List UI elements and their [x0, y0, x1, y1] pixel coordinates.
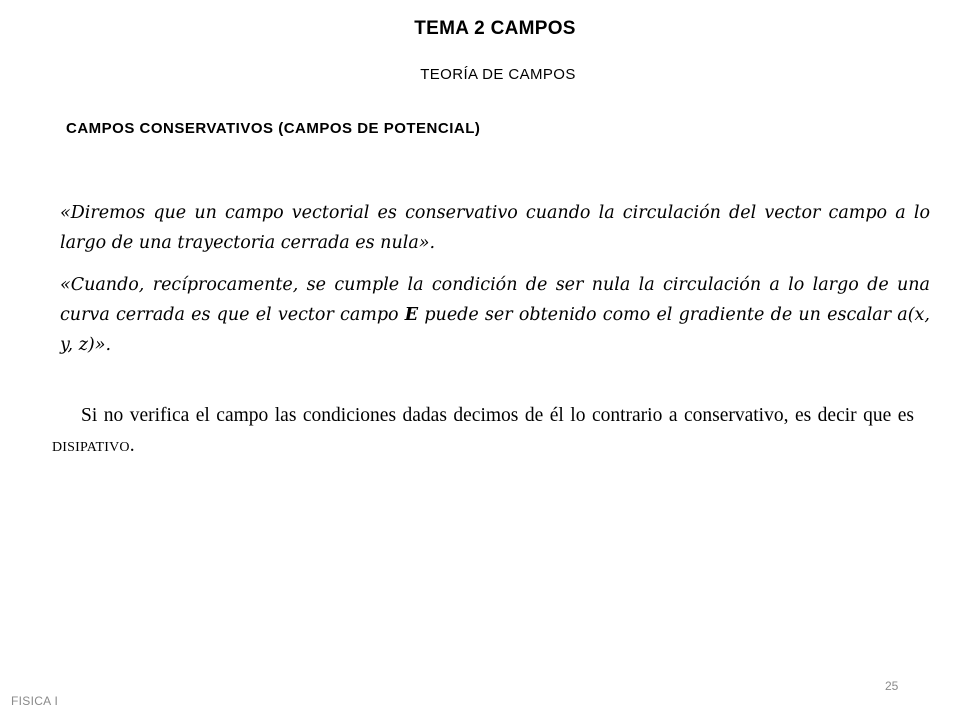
- dissipative-paragraph: [52, 401, 914, 463]
- slide-subtitle: TEORÍA DE CAMPOS: [420, 66, 576, 83]
- page-number: 25: [885, 679, 899, 693]
- slide-title: TEMA 2 CAMPOS: [414, 18, 576, 39]
- quote-1-text: «Diremos que un campo vectorial es conservativo cuando la circulación del vector campo a lo largo de una trayectoria cerrada es nula».: [60, 203, 930, 253]
- dissipative-text-start: Si no verifica el campo las condiciones dadas decimos de él lo contrario a conservativo, es decir que es: [81, 405, 914, 426]
- quote-2-text-end: puede ser obtenido como el gradiente de un escalar a(x, y, z)».: [60, 305, 930, 355]
- definition-quote-1: [60, 198, 930, 258]
- quote-2-text-start: «Cuando, recíprocamente, se cumple la condición de ser nula la circulación a lo largo de una curva cerrada es que el vector campo: [60, 275, 930, 325]
- definition-quote-2: [60, 270, 930, 360]
- footer-course-label: FISICA I: [11, 694, 59, 708]
- section-heading: CAMPOS CONSERVATIVOS (CAMPOS DE POTENCIAL): [66, 120, 481, 137]
- dissipative-text-end: .: [129, 435, 135, 456]
- dissipative-term: DISIPATIVO: [52, 440, 130, 455]
- vector-field-symbol: E: [404, 305, 419, 325]
